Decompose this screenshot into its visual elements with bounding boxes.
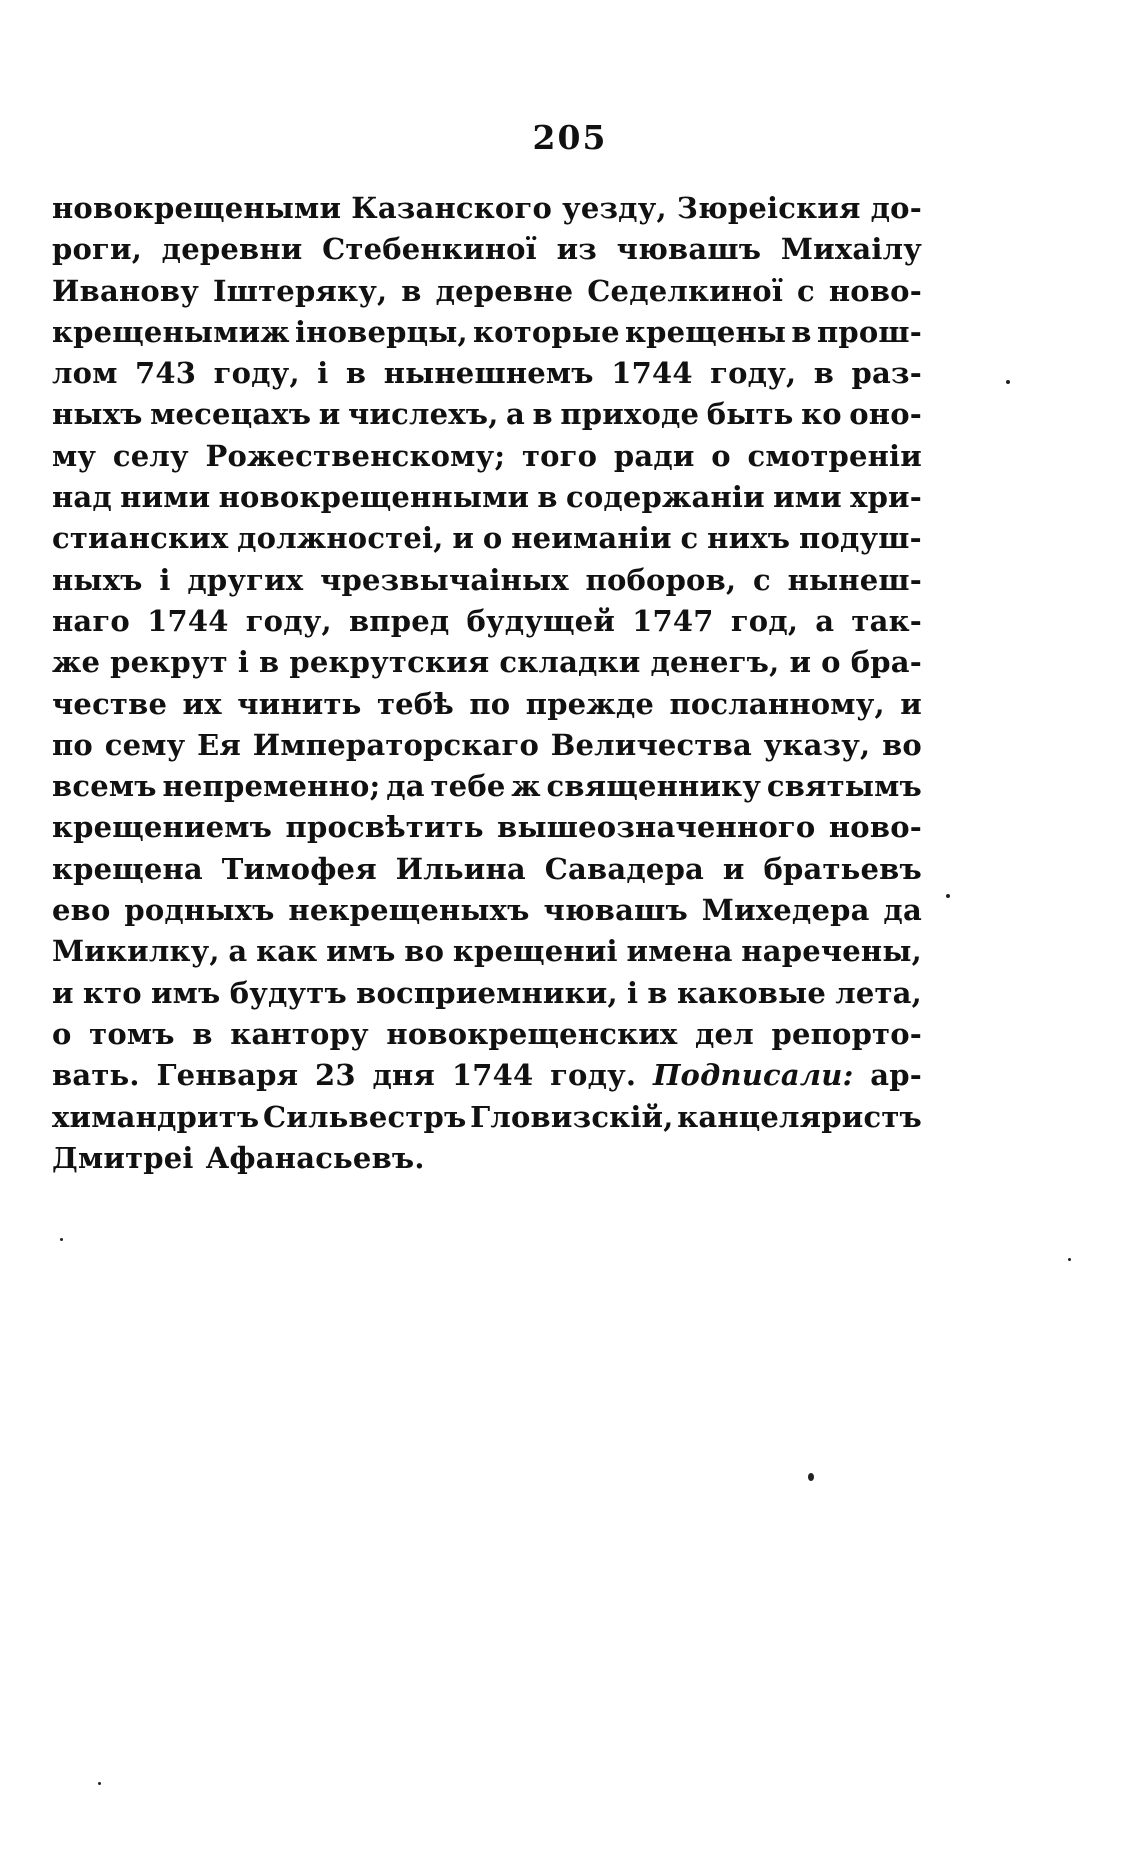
word: нынешнемъ	[383, 356, 594, 391]
word: указу,	[763, 727, 871, 762]
word: вышеозначенного	[497, 810, 816, 845]
word: год,	[730, 603, 799, 638]
text-line	[52, 271, 922, 312]
word: а	[815, 603, 835, 638]
word: честве	[52, 686, 168, 721]
word: деревни	[161, 232, 303, 267]
word: будутъ	[229, 975, 347, 1010]
text-line	[52, 1014, 922, 1055]
word: Тимофея	[221, 851, 377, 886]
word: наречены,	[741, 934, 922, 969]
word: новокрещенными	[218, 480, 530, 515]
word: Императорскаго	[252, 727, 540, 762]
word: имъ	[326, 934, 396, 969]
word: как	[256, 934, 318, 969]
text-line	[52, 1138, 922, 1179]
word: канцеляристъ	[677, 1099, 922, 1134]
word: рекрут	[110, 645, 228, 680]
word: каковые	[676, 975, 827, 1010]
word: до-	[870, 191, 922, 225]
word: в	[537, 480, 558, 515]
word: кто	[82, 975, 142, 1010]
word: тебѣ	[376, 686, 454, 721]
text-line	[52, 766, 922, 807]
word: о	[711, 438, 731, 473]
word: Гловизскій,	[470, 1099, 674, 1134]
word: и	[318, 397, 341, 432]
word: содержаніи	[565, 480, 765, 515]
word: и	[52, 975, 74, 1010]
word: Казанского	[351, 191, 552, 225]
word: ради	[613, 438, 695, 473]
word: других	[187, 562, 304, 597]
text-line	[52, 518, 922, 559]
word: в	[791, 314, 812, 349]
word: святымъ	[766, 769, 922, 804]
word: хри-	[850, 480, 922, 515]
word: Рожественскому;	[205, 438, 506, 473]
word: подуш-	[799, 521, 922, 556]
word: родныхъ	[124, 893, 275, 928]
text-line	[52, 725, 922, 766]
word: быть	[706, 397, 794, 432]
text-line	[52, 849, 922, 890]
word: денегъ,	[650, 645, 780, 680]
text-line	[52, 601, 922, 642]
text-line	[52, 1055, 922, 1096]
word: 743	[135, 356, 197, 391]
word: и	[900, 686, 922, 721]
word: крещены	[625, 314, 787, 349]
page-number: 205	[532, 118, 608, 157]
word: му	[52, 438, 97, 473]
word: тебе	[430, 769, 506, 804]
word: имъ	[150, 975, 221, 1010]
word: Стебенкиної	[322, 232, 537, 267]
word: некрещеныхъ	[288, 893, 530, 928]
word: крещениемъ	[52, 810, 273, 845]
word: лета,	[835, 975, 922, 1010]
word: химандритъ	[52, 1099, 260, 1134]
word: Дмитреі	[52, 1140, 194, 1175]
word: братьевъ	[763, 851, 922, 886]
word: оно-	[849, 397, 922, 432]
word: впред	[348, 603, 450, 638]
word: по	[52, 727, 93, 762]
word: просвѣтить	[285, 810, 484, 845]
word: іноверцы,	[294, 314, 468, 349]
word: чрезвычаіных	[320, 562, 569, 597]
word: ново-	[828, 273, 922, 308]
word: в	[259, 645, 280, 680]
word: о	[821, 645, 841, 680]
text-line	[52, 229, 922, 270]
word: ар-	[870, 1058, 922, 1093]
word: крещена	[52, 851, 203, 886]
word: уезду,	[562, 191, 667, 225]
word: имена	[626, 934, 733, 969]
ink-speck	[808, 1473, 814, 1481]
word: лом	[52, 356, 118, 391]
word: наго	[52, 603, 130, 638]
text-line	[52, 890, 922, 931]
word: с	[797, 273, 815, 308]
word: репорто-	[771, 1016, 922, 1051]
text-line	[52, 353, 922, 394]
word: і	[237, 645, 250, 680]
word: кантору	[230, 1016, 369, 1051]
word: в	[647, 975, 668, 1010]
word: 1744	[611, 356, 693, 391]
word: селу	[112, 438, 189, 473]
word: ныхъ	[52, 397, 143, 432]
word: в	[345, 356, 367, 391]
word: непременно;	[162, 769, 381, 804]
ink-speck	[1006, 380, 1010, 384]
word: чювашъ	[616, 232, 762, 267]
word: Афанасьевъ.	[205, 1140, 425, 1175]
word: и	[789, 645, 812, 680]
word: Михедера	[701, 893, 870, 928]
word: крещениі	[452, 934, 618, 969]
word: будущей	[466, 603, 616, 638]
word: рекрутския	[289, 645, 490, 680]
word: і	[626, 975, 639, 1010]
word: так-	[851, 603, 922, 638]
word: прежде	[525, 686, 654, 721]
word: Седелкиної	[587, 273, 784, 308]
text-line	[52, 560, 922, 601]
word: над	[52, 480, 112, 515]
word: неиманіи	[511, 521, 672, 556]
word: Михаілу	[780, 232, 922, 267]
word: ж	[511, 769, 541, 804]
word: ими	[773, 480, 842, 515]
word: нихъ	[707, 521, 791, 556]
word: и	[722, 851, 745, 886]
word: Иванову	[52, 273, 200, 308]
word: году,	[213, 356, 300, 391]
word: о	[482, 521, 503, 556]
text-line	[52, 684, 922, 725]
word: году.	[550, 1058, 637, 1093]
ink-speck	[946, 894, 950, 898]
word: в	[532, 397, 553, 432]
word: 1747	[632, 603, 714, 638]
word: месецахъ	[150, 397, 312, 432]
word: Величества	[550, 727, 752, 762]
word: и	[452, 521, 475, 556]
text-line	[52, 188, 922, 229]
word: ево	[52, 893, 111, 928]
word: приходе	[560, 397, 700, 432]
word: всемъ	[52, 769, 157, 804]
text-line	[52, 807, 922, 848]
word: новокрещенских	[386, 1016, 678, 1051]
ink-speck	[98, 1782, 101, 1785]
word: і	[159, 562, 171, 597]
word: с	[753, 562, 771, 597]
word: Генваря	[156, 1058, 299, 1093]
word: смотреніи	[747, 438, 922, 473]
word: ко	[801, 397, 842, 432]
text-line	[52, 394, 922, 435]
word: о	[52, 1016, 72, 1051]
word: сему	[104, 727, 186, 762]
word: складки	[499, 645, 641, 680]
word: по	[469, 686, 511, 721]
word: с	[680, 521, 699, 556]
word: крещенымиж	[52, 314, 290, 349]
word: во	[882, 727, 922, 762]
word: Сильвестръ	[263, 1099, 467, 1134]
word: Савадера	[544, 851, 705, 886]
word: нынеш-	[787, 562, 922, 597]
word: дня	[372, 1058, 436, 1093]
word: священнику	[546, 769, 762, 804]
word: деревне	[435, 273, 574, 308]
word: 1744	[451, 1058, 534, 1093]
word: чинить	[237, 686, 362, 721]
word: ними	[120, 480, 211, 515]
word: в	[192, 1016, 213, 1051]
word: а	[506, 397, 525, 432]
word: да	[883, 893, 922, 928]
word: Ея	[197, 727, 242, 762]
word: восприемники,	[356, 975, 618, 1010]
word: і	[317, 356, 329, 391]
word: ныхъ	[52, 562, 143, 597]
word: бра-	[850, 645, 922, 680]
word: же	[52, 645, 101, 680]
word: раз-	[851, 356, 922, 391]
word: поборов,	[585, 562, 737, 597]
word: в	[401, 273, 422, 308]
ink-speck	[1068, 1258, 1071, 1261]
text-line	[52, 1097, 922, 1138]
text-line	[52, 436, 922, 477]
word: во	[404, 934, 445, 969]
text-line	[52, 312, 922, 353]
word: 1744	[147, 603, 229, 638]
word: прош-	[816, 314, 922, 349]
word: ново-	[828, 810, 922, 845]
word: году,	[710, 356, 797, 391]
word: роги,	[52, 232, 142, 267]
ink-speck	[60, 1238, 63, 1241]
word: 23	[314, 1058, 356, 1093]
word: чювашъ	[543, 893, 688, 928]
word: Ильина	[395, 851, 526, 886]
word: да	[386, 769, 425, 804]
word: их	[182, 686, 222, 721]
word: Зюреіския	[676, 191, 861, 225]
word: году,	[245, 603, 332, 638]
word: которые	[473, 314, 620, 349]
text-line	[52, 642, 922, 683]
word: в	[813, 356, 835, 391]
word: стианских	[52, 521, 229, 556]
word: вать.	[52, 1058, 140, 1093]
word: а	[228, 934, 248, 969]
word: Подписали:	[652, 1058, 854, 1093]
word: Іштеряку,	[213, 273, 388, 308]
word: числехъ,	[347, 397, 499, 432]
text-line	[52, 973, 922, 1014]
word: из	[556, 232, 597, 267]
body-text	[52, 188, 922, 1179]
word: того	[521, 438, 598, 473]
word: Микилку,	[52, 934, 220, 969]
text-line	[52, 931, 922, 972]
word: должностеі,	[237, 521, 444, 556]
text-line	[52, 477, 922, 518]
word: новокрещеными	[52, 191, 342, 225]
word: томъ	[89, 1016, 175, 1051]
word: дел	[695, 1016, 754, 1051]
word: посланному,	[669, 686, 885, 721]
